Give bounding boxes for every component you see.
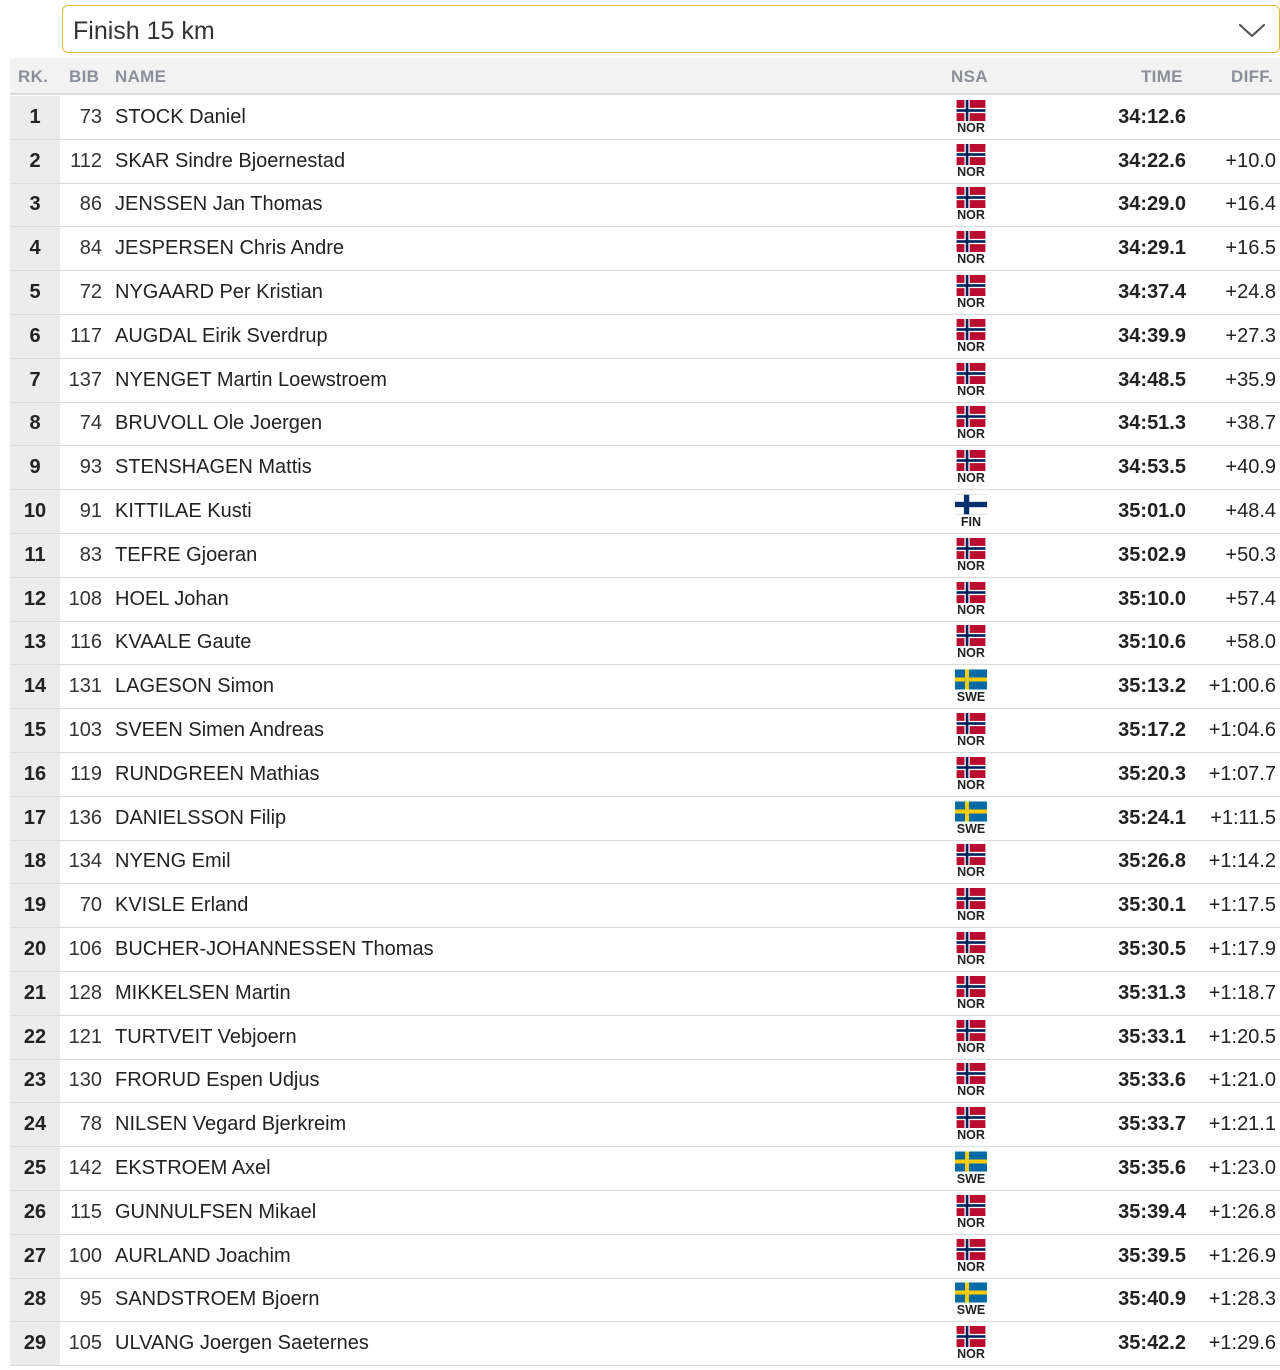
rank-cell: 21 (10, 972, 60, 1015)
flag-icon (955, 100, 987, 121)
nsa-cell (950, 403, 992, 446)
nsa-cell (950, 315, 992, 358)
rank-cell: 10 (10, 490, 60, 533)
table-row[interactable] (10, 709, 1280, 753)
diff-cell: +16.4 (1225, 193, 1276, 216)
nsa-cell (950, 534, 992, 577)
diff-cell: +1:11.5 (1210, 806, 1276, 829)
athlete-name[interactable]: NILSEN Vegard Bjerkreim (115, 1113, 347, 1136)
athlete-name[interactable]: SVEEN Simen Andreas (115, 719, 324, 742)
bib-cell: 100 (68, 1244, 102, 1267)
rank-cell: 13 (10, 622, 60, 665)
rank-cell: 16 (10, 753, 60, 796)
athlete-name[interactable]: MIKKELSEN Martin (115, 981, 291, 1004)
header-bib[interactable]: BIB (69, 67, 100, 86)
diff-cell: +1:17.9 (1208, 938, 1276, 961)
table-row[interactable] (10, 1191, 1280, 1235)
rank-cell: 27 (10, 1235, 60, 1278)
athlete-name[interactable]: AURLAND Joachim (115, 1244, 291, 1267)
time-cell: 34:48.5 (1118, 368, 1186, 391)
nsa-code: NOR (957, 252, 985, 267)
flag-icon (955, 538, 987, 559)
nsa-code: NOR (957, 427, 985, 442)
athlete-name[interactable]: NYGAARD Per Kristian (115, 281, 323, 304)
flag-icon (955, 1020, 987, 1041)
flag-icon (955, 1151, 987, 1172)
diff-cell: +27.3 (1225, 324, 1276, 347)
athlete-name[interactable]: KVISLE Erland (115, 894, 249, 917)
flag-icon (955, 625, 987, 646)
rank-cell: 18 (10, 841, 60, 884)
table-row[interactable] (10, 884, 1280, 928)
bib-cell: 83 (79, 543, 102, 566)
time-cell: 35:39.4 (1118, 1200, 1186, 1223)
table-row[interactable] (10, 1279, 1280, 1323)
flag-icon (955, 976, 987, 997)
athlete-name[interactable]: SKAR Sindre Bjoernestad (115, 149, 346, 172)
nsa-cell (950, 1016, 992, 1059)
nsa-code: NOR (957, 953, 985, 968)
rank-cell: 17 (10, 797, 60, 840)
athlete-name[interactable]: HOEL Johan (115, 587, 229, 610)
table-row[interactable] (10, 928, 1280, 972)
nsa-code: NOR (957, 471, 985, 486)
rank-cell: 25 (10, 1147, 60, 1190)
bib-cell: 142 (68, 1157, 102, 1180)
table-header (10, 58, 1280, 95)
diff-cell: +48.4 (1225, 500, 1276, 523)
rank-cell: 12 (10, 578, 60, 621)
table-row[interactable] (10, 1060, 1280, 1104)
nsa-code: NOR (957, 734, 985, 749)
time-cell: 35:10.6 (1118, 631, 1186, 654)
time-cell: 35:13.2 (1118, 675, 1186, 698)
flag-icon (955, 144, 987, 165)
diff-cell: +1:17.5 (1208, 894, 1276, 917)
nsa-code: SWE (956, 1303, 986, 1318)
athlete-name[interactable]: NYENG Emil (115, 850, 231, 873)
time-cell: 34:22.6 (1118, 149, 1186, 172)
table-row[interactable] (10, 841, 1280, 885)
rank-cell: 7 (10, 359, 60, 402)
flag-icon (955, 1239, 987, 1260)
athlete-name[interactable]: BUCHER-JOHANNESSEN Thomas (115, 938, 434, 961)
flag-icon (955, 932, 987, 953)
flag-icon (955, 231, 987, 252)
flag-icon (955, 319, 987, 340)
bib-cell: 116 (70, 631, 102, 654)
time-cell: 35:40.9 (1118, 1288, 1186, 1311)
flag-icon (955, 1063, 987, 1084)
table-row[interactable] (10, 96, 1280, 140)
table-row[interactable] (10, 972, 1280, 1016)
bib-cell: 73 (79, 105, 102, 128)
nsa-cell (950, 928, 992, 971)
athlete-name[interactable]: JESPERSEN Chris Andre (115, 237, 344, 260)
diff-cell: +50.3 (1225, 543, 1276, 566)
table-row[interactable] (10, 665, 1280, 709)
diff-cell: +1:21.0 (1208, 1069, 1276, 1092)
time-cell: 35:42.2 (1118, 1332, 1186, 1355)
table-row[interactable] (10, 534, 1280, 578)
table-row[interactable] (10, 227, 1280, 271)
athlete-name[interactable]: RUNDGREEN Mathias (115, 762, 320, 785)
nsa-code: NOR (957, 996, 985, 1011)
flag-icon (955, 1326, 987, 1347)
nsa-code: NOR (957, 383, 985, 398)
time-cell: 35:02.9 (1118, 543, 1186, 566)
time-cell: 34:51.3 (1118, 412, 1186, 435)
athlete-name[interactable]: TEFRE Gjoeran (115, 543, 258, 566)
time-cell: 35:20.3 (1118, 762, 1186, 785)
bib-cell: 134 (68, 850, 102, 873)
flag-icon (955, 275, 987, 296)
diff-cell: +1:29.6 (1208, 1332, 1276, 1355)
flag-icon (955, 1107, 987, 1128)
flag-icon (955, 363, 987, 384)
flag-icon (955, 757, 987, 778)
time-cell: 34:12.6 (1118, 105, 1186, 128)
table-row[interactable] (10, 184, 1280, 228)
rank-cell: 26 (10, 1191, 60, 1234)
table-row[interactable] (10, 271, 1280, 315)
flag-icon (955, 1195, 987, 1216)
table-row[interactable] (10, 490, 1280, 534)
time-cell: 35:24.1 (1118, 806, 1186, 829)
athlete-name[interactable]: LAGESON Simon (115, 675, 274, 698)
nsa-cell (950, 1147, 992, 1190)
nsa-cell (950, 709, 992, 752)
rank-cell: 11 (10, 534, 60, 577)
athlete-name[interactable]: GUNNULFSEN Mikael (115, 1200, 317, 1223)
diff-cell: +1:26.9 (1208, 1244, 1276, 1267)
rank-cell: 6 (10, 315, 60, 358)
diff-cell: +1:18.7 (1208, 981, 1276, 1004)
table-row[interactable] (10, 578, 1280, 622)
time-cell: 35:31.3 (1118, 981, 1186, 1004)
nsa-code: NOR (957, 296, 985, 311)
diff-cell: +1:28.3 (1208, 1288, 1276, 1311)
diff-cell: +40.9 (1225, 456, 1276, 479)
bib-cell: 84 (79, 237, 102, 260)
nsa-cell (950, 884, 992, 927)
bib-cell: 115 (70, 1200, 102, 1223)
flag-icon (955, 187, 987, 208)
nsa-cell (950, 841, 992, 884)
nsa-cell (950, 753, 992, 796)
nsa-cell (950, 1060, 992, 1103)
rank-cell: 3 (10, 184, 60, 227)
nsa-code: NOR (957, 865, 985, 880)
table-row[interactable] (10, 1103, 1280, 1147)
nsa-code: NOR (957, 1128, 985, 1143)
time-cell: 35:39.5 (1118, 1244, 1186, 1267)
diff-cell: +38.7 (1225, 412, 1276, 435)
athlete-name[interactable]: AUGDAL Eirik Sverdrup (115, 324, 328, 347)
athlete-name[interactable]: KVAALE Gaute (115, 631, 252, 654)
bib-cell: 131 (68, 675, 102, 698)
header-diff[interactable]: DIFF. (1231, 67, 1274, 86)
nsa-code: NOR (957, 602, 985, 617)
flag-icon (955, 1282, 987, 1303)
bib-cell: 93 (79, 456, 102, 479)
time-cell: 35:17.2 (1118, 719, 1186, 742)
chevron-down-icon[interactable] (1237, 20, 1267, 40)
flag-icon (955, 450, 987, 471)
diff-cell: +35.9 (1225, 368, 1276, 391)
nsa-cell (950, 359, 992, 402)
diff-cell: +57.4 (1225, 587, 1276, 610)
time-cell: 35:01.0 (1118, 500, 1186, 523)
table-row[interactable] (10, 797, 1280, 841)
flag-icon (955, 713, 987, 734)
nsa-code: NOR (957, 1215, 985, 1230)
athlete-name[interactable]: ULVANG Joergen Saeternes (115, 1332, 369, 1355)
table-row[interactable] (10, 359, 1280, 403)
diff-cell: +1:04.6 (1208, 719, 1276, 742)
nsa-cell (950, 446, 992, 489)
nsa-code: NOR (957, 208, 985, 223)
athlete-name[interactable]: DANIELSSON Filip (115, 806, 287, 829)
bib-cell: 137 (68, 368, 102, 391)
nsa-cell (950, 1235, 992, 1278)
athlete-name[interactable]: TURTVEIT Vebjoern (115, 1025, 297, 1048)
bib-cell: 74 (79, 412, 102, 435)
table-row[interactable] (10, 753, 1280, 797)
nsa-cell (950, 665, 992, 708)
nsa-cell (950, 1322, 992, 1365)
bib-cell: 128 (68, 981, 102, 1004)
table-row[interactable] (10, 315, 1280, 359)
table-row[interactable] (10, 403, 1280, 447)
rank-cell: 19 (10, 884, 60, 927)
table-row[interactable] (10, 1322, 1280, 1366)
athlete-name[interactable]: KITTILAE Kusti (115, 500, 252, 523)
flag-icon (955, 494, 987, 515)
nsa-code: NOR (957, 646, 985, 661)
header-nsa[interactable]: NSA (951, 67, 988, 86)
rank-cell: 14 (10, 665, 60, 708)
rank-cell: 15 (10, 709, 60, 752)
diff-cell: +1:00.6 (1208, 675, 1276, 698)
rank-cell: 8 (10, 403, 60, 446)
nsa-cell (950, 1191, 992, 1234)
time-cell: 35:30.5 (1118, 938, 1186, 961)
flag-icon (955, 844, 987, 865)
rank-cell: 28 (10, 1279, 60, 1322)
nsa-code: NOR (957, 1347, 985, 1362)
nsa-cell (950, 184, 992, 227)
nsa-code: SWE (956, 821, 986, 836)
nsa-cell (950, 490, 992, 533)
table-row[interactable] (10, 1235, 1280, 1279)
bib-cell: 72 (79, 281, 102, 304)
diff-cell: +1:23.0 (1208, 1157, 1276, 1180)
bib-cell: 121 (68, 1025, 102, 1048)
athlete-name[interactable]: NYENGET Martin Loewstroem (115, 368, 387, 391)
header-rank[interactable]: RK. (18, 67, 49, 86)
rank-cell: 23 (10, 1060, 60, 1103)
nsa-cell (950, 797, 992, 840)
header-name[interactable]: NAME (115, 67, 167, 86)
athlete-name[interactable]: BRUVOLL Ole Joergen (115, 412, 323, 435)
bib-cell: 119 (70, 762, 102, 785)
bib-cell: 130 (68, 1069, 102, 1092)
athlete-name[interactable]: FRORUD Espen Udjus (115, 1069, 320, 1092)
rank-cell: 24 (10, 1103, 60, 1146)
time-cell: 34:39.9 (1118, 324, 1186, 347)
rank-cell: 1 (10, 96, 60, 139)
rank-cell: 4 (10, 227, 60, 270)
athlete-name[interactable]: JENSSEN Jan Thomas (115, 193, 323, 216)
diff-cell: +16.5 (1225, 237, 1276, 260)
results-table (10, 96, 1280, 1366)
bib-cell: 105 (68, 1332, 102, 1355)
bib-cell: 95 (79, 1288, 102, 1311)
flag-icon (955, 406, 987, 427)
athlete-name[interactable]: STOCK Daniel (115, 105, 246, 128)
diff-cell (1190, 96, 1276, 139)
nsa-code: NOR (957, 164, 985, 179)
time-cell: 35:33.1 (1118, 1025, 1186, 1048)
nsa-cell (950, 227, 992, 270)
nsa-cell (950, 1103, 992, 1146)
diff-cell: +1:21.1 (1208, 1113, 1276, 1136)
athlete-name[interactable]: STENSHAGEN Mattis (115, 456, 312, 479)
flag-icon (955, 582, 987, 603)
split-select[interactable] (62, 5, 1280, 53)
header-time[interactable]: TIME (1141, 67, 1183, 86)
nsa-cell (950, 578, 992, 621)
time-cell: 35:33.6 (1118, 1069, 1186, 1092)
time-cell: 34:29.0 (1118, 193, 1186, 216)
diff-cell: +58.0 (1225, 631, 1276, 654)
diff-cell: +1:14.2 (1208, 850, 1276, 873)
athlete-name[interactable]: EKSTROEM Axel (115, 1157, 271, 1180)
table-row[interactable] (10, 1147, 1280, 1191)
bib-cell: 106 (68, 938, 102, 961)
table-row[interactable] (10, 1016, 1280, 1060)
rank-cell: 22 (10, 1016, 60, 1059)
nsa-code: NOR (957, 1259, 985, 1274)
bib-cell: 117 (70, 324, 102, 347)
flag-icon (955, 669, 987, 690)
table-row[interactable] (10, 140, 1280, 184)
time-cell: 34:37.4 (1118, 281, 1186, 304)
nsa-code: SWE (956, 690, 986, 705)
time-cell: 34:29.1 (1118, 237, 1186, 260)
nsa-code: NOR (957, 1084, 985, 1099)
diff-cell: +24.8 (1225, 281, 1276, 304)
diff-cell: +1:26.8 (1208, 1200, 1276, 1223)
nsa-code: SWE (956, 1172, 986, 1187)
bib-cell: 112 (70, 149, 102, 172)
time-cell: 35:26.8 (1118, 850, 1186, 873)
split-select-value: Finish 15 km (73, 17, 215, 45)
time-cell: 34:53.5 (1118, 456, 1186, 479)
rank-cell: 9 (10, 446, 60, 489)
flag-icon (955, 801, 987, 822)
flag-icon (955, 888, 987, 909)
rank-cell: 29 (10, 1322, 60, 1365)
nsa-code: NOR (957, 120, 985, 135)
time-cell: 35:30.1 (1118, 894, 1186, 917)
bib-cell: 70 (79, 894, 102, 917)
time-cell: 35:35.6 (1118, 1157, 1186, 1180)
nsa-cell (950, 972, 992, 1015)
bib-cell: 103 (68, 719, 102, 742)
table-row[interactable] (10, 622, 1280, 666)
rank-cell: 20 (10, 928, 60, 971)
nsa-cell (950, 96, 992, 139)
nsa-code: NOR (957, 777, 985, 792)
bib-cell: 136 (68, 806, 102, 829)
time-cell: 35:33.7 (1118, 1113, 1186, 1136)
nsa-code: NOR (957, 1040, 985, 1055)
nsa-code: NOR (957, 558, 985, 573)
rank-cell: 5 (10, 271, 60, 314)
diff-cell: +1:20.5 (1208, 1025, 1276, 1048)
nsa-code: NOR (957, 339, 985, 354)
rank-cell: 2 (10, 140, 60, 183)
nsa-cell (950, 271, 992, 314)
nsa-cell (950, 1279, 992, 1322)
nsa-code: FIN (960, 515, 982, 530)
nsa-code: NOR (957, 909, 985, 924)
time-cell: 35:10.0 (1118, 587, 1186, 610)
athlete-name[interactable]: SANDSTROEM Bjoern (115, 1288, 320, 1311)
diff-cell: +1:07.7 (1208, 762, 1276, 785)
nsa-cell (950, 140, 992, 183)
table-row[interactable] (10, 446, 1280, 490)
bib-cell: 108 (68, 587, 102, 610)
bib-cell: 78 (79, 1113, 102, 1136)
diff-cell: +10.0 (1225, 149, 1276, 172)
bib-cell: 91 (79, 500, 102, 523)
nsa-cell (950, 622, 992, 665)
bib-cell: 86 (79, 193, 102, 216)
